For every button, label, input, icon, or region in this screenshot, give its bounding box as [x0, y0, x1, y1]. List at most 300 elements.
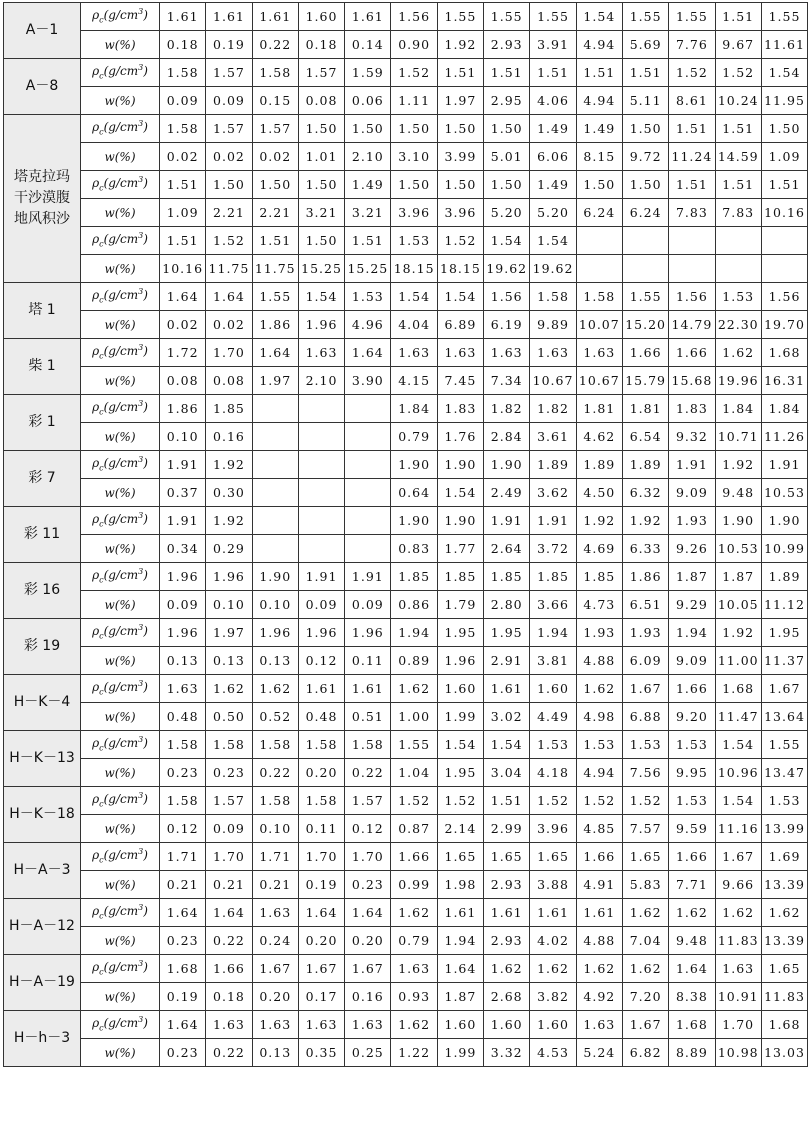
- table-cell: 1.65: [437, 843, 483, 871]
- table-cell: 1.57: [206, 787, 252, 815]
- table-cell: 1.96: [252, 619, 298, 647]
- table-cell: [576, 227, 622, 255]
- density-label-part: (g/cm: [103, 288, 139, 303]
- table-cell: 0.22: [206, 1039, 252, 1067]
- density-label-part: (g/cm: [103, 736, 139, 751]
- moisture-label: w(%): [81, 815, 160, 843]
- table-cell: 1.51: [437, 59, 483, 87]
- table-cell: [715, 255, 761, 283]
- table-cell: 1.61: [160, 3, 206, 31]
- table-cell: 0.35: [298, 1039, 344, 1067]
- density-label-part: ρ: [92, 960, 100, 975]
- sample-name: H－K－13: [4, 731, 81, 787]
- table-cell: 11.00: [715, 647, 761, 675]
- density-label-part: 3: [138, 7, 144, 17]
- table-cell: 1.50: [437, 171, 483, 199]
- density-label-part: ρ: [92, 232, 100, 247]
- table-cell: 1.58: [252, 787, 298, 815]
- table-cell: [298, 535, 344, 563]
- table-cell: 19.70: [761, 311, 807, 339]
- moisture-label: w(%): [81, 311, 160, 339]
- sample-name: H－A－19: [4, 955, 81, 1011]
- table-cell: 1.09: [761, 143, 807, 171]
- table-cell: 1.50: [298, 171, 344, 199]
- table-cell: 2.80: [484, 591, 530, 619]
- table-cell: 3.61: [530, 423, 576, 451]
- table-cell: 1.87: [437, 983, 483, 1011]
- table-cell: 1.60: [437, 675, 483, 703]
- table-cell: 1.61: [345, 675, 391, 703]
- table-cell: 0.09: [298, 591, 344, 619]
- density-label-part: ρ: [92, 1016, 100, 1031]
- density-label: [81, 451, 160, 479]
- table-cell: 11.83: [761, 983, 807, 1011]
- table-cell: 1.91: [298, 563, 344, 591]
- table-cell: 1.53: [391, 227, 437, 255]
- table-cell: 3.82: [530, 983, 576, 1011]
- table-cell: 1.72: [160, 339, 206, 367]
- table-cell: 9.09: [669, 479, 715, 507]
- table-cell: 1.53: [345, 283, 391, 311]
- density-label-part: c: [99, 911, 104, 921]
- table-cell: 7.83: [715, 199, 761, 227]
- table-cell: 0.22: [252, 31, 298, 59]
- table-cell: 1.85: [206, 395, 252, 423]
- table-cell: 1.62: [715, 339, 761, 367]
- table-cell: 1.52: [622, 787, 668, 815]
- table-cell: 2.93: [484, 927, 530, 955]
- table-cell: 1.86: [252, 311, 298, 339]
- density-label-part: ): [143, 288, 148, 303]
- table-cell: 1.64: [160, 1011, 206, 1039]
- table-cell: 1.64: [345, 339, 391, 367]
- sample-name: 柴 1: [4, 339, 81, 395]
- table-cell: 1.53: [530, 731, 576, 759]
- table-cell: 1.68: [160, 955, 206, 983]
- density-label-part: 3: [138, 903, 144, 913]
- table-cell: 1.50: [622, 115, 668, 143]
- table-cell: 1.57: [345, 787, 391, 815]
- table-cell: 1.70: [206, 843, 252, 871]
- table-cell: 1.94: [530, 619, 576, 647]
- table-row: [4, 983, 808, 1011]
- density-label-part: ρ: [92, 736, 100, 751]
- table-row: [4, 87, 808, 115]
- table-cell: 1.66: [391, 843, 437, 871]
- table-cell: 9.89: [530, 311, 576, 339]
- table-row: [4, 871, 808, 899]
- table-cell: [345, 507, 391, 535]
- density-label: [81, 3, 160, 31]
- table-cell: 22.30: [715, 311, 761, 339]
- table-cell: 4.49: [530, 703, 576, 731]
- table-row: [4, 1039, 808, 1067]
- table-cell: 9.20: [669, 703, 715, 731]
- table-cell: 1.61: [206, 3, 252, 31]
- table-cell: 2.91: [484, 647, 530, 675]
- table-cell: [622, 227, 668, 255]
- table-cell: 1.60: [530, 1011, 576, 1039]
- table-row: [4, 367, 808, 395]
- table-cell: 0.19: [160, 983, 206, 1011]
- table-cell: [252, 423, 298, 451]
- table-cell: 0.08: [298, 87, 344, 115]
- moisture-label: w(%): [81, 871, 160, 899]
- table-cell: 1.61: [484, 675, 530, 703]
- table-cell: 5.69: [622, 31, 668, 59]
- density-label-part: 3: [138, 1015, 144, 1025]
- table-cell: 1.52: [391, 787, 437, 815]
- density-label-part: ): [143, 680, 148, 695]
- table-cell: 1.52: [206, 227, 252, 255]
- table-cell: 6.54: [622, 423, 668, 451]
- table-cell: 5.11: [622, 87, 668, 115]
- table-cell: 1.58: [206, 731, 252, 759]
- density-label-part: (g/cm: [103, 512, 139, 527]
- table-cell: 1.53: [761, 787, 807, 815]
- table-cell: 1.63: [437, 339, 483, 367]
- density-label-part: c: [99, 407, 104, 417]
- table-cell: 1.95: [761, 619, 807, 647]
- table-cell: 10.96: [715, 759, 761, 787]
- table-cell: 8.61: [669, 87, 715, 115]
- density-label-part: 3: [138, 511, 144, 521]
- density-label-part: ): [143, 64, 148, 79]
- table-cell: 0.12: [160, 815, 206, 843]
- table-cell: 13.47: [761, 759, 807, 787]
- table-cell: 1.97: [437, 87, 483, 115]
- table-cell: 1.85: [576, 563, 622, 591]
- table-cell: 1.55: [252, 283, 298, 311]
- density-label-part: (g/cm: [103, 792, 139, 807]
- density-label-part: ): [143, 960, 148, 975]
- table-cell: [345, 423, 391, 451]
- table-cell: 0.52: [252, 703, 298, 731]
- moisture-label: w(%): [81, 1039, 160, 1067]
- table-cell: 1.89: [622, 451, 668, 479]
- table-cell: 0.09: [206, 815, 252, 843]
- table-cell: 1.62: [715, 899, 761, 927]
- density-label-part: (g/cm: [103, 904, 139, 919]
- table-cell: 1.67: [622, 675, 668, 703]
- table-cell: 1.54: [761, 59, 807, 87]
- table-cell: 1.55: [622, 3, 668, 31]
- sample-name: 塔 1: [4, 283, 81, 339]
- table-cell: 6.24: [622, 199, 668, 227]
- table-cell: 1.63: [298, 339, 344, 367]
- table-cell: 1.94: [391, 619, 437, 647]
- table-cell: 1.62: [391, 899, 437, 927]
- table-cell: 0.13: [252, 1039, 298, 1067]
- table-cell: 3.96: [391, 199, 437, 227]
- table-row: [4, 3, 808, 31]
- density-label: [81, 339, 160, 367]
- table-cell: 1.58: [252, 731, 298, 759]
- table-cell: 1.60: [530, 675, 576, 703]
- table-cell: 1.55: [437, 3, 483, 31]
- density-label-part: ): [143, 400, 148, 415]
- table-cell: 11.61: [761, 31, 807, 59]
- table-cell: 2.10: [345, 143, 391, 171]
- density-label: [81, 675, 160, 703]
- density-label-part: ρ: [92, 792, 100, 807]
- table-row: [4, 731, 808, 759]
- table-cell: 1.67: [622, 1011, 668, 1039]
- density-label-part: c: [99, 15, 104, 25]
- table-cell: 4.50: [576, 479, 622, 507]
- table-cell: 0.51: [345, 703, 391, 731]
- table-cell: 1.50: [391, 171, 437, 199]
- table-cell: 1.51: [345, 227, 391, 255]
- density-label: [81, 227, 160, 255]
- table-cell: 1.61: [530, 899, 576, 927]
- table-cell: 1.71: [160, 843, 206, 871]
- table-cell: 7.34: [484, 367, 530, 395]
- table-cell: 1.87: [715, 563, 761, 591]
- table-cell: 1.64: [206, 899, 252, 927]
- density-label-part: ): [143, 568, 148, 583]
- table-cell: 1.62: [530, 955, 576, 983]
- table-cell: 1.99: [437, 703, 483, 731]
- table-cell: 1.52: [391, 59, 437, 87]
- table-cell: 1.92: [206, 507, 252, 535]
- table-cell: 0.25: [345, 1039, 391, 1067]
- table-cell: 11.24: [669, 143, 715, 171]
- table-cell: 1.51: [576, 59, 622, 87]
- table-cell: 1.62: [576, 675, 622, 703]
- table-cell: 7.83: [669, 199, 715, 227]
- density-label-part: (g/cm: [103, 960, 139, 975]
- table-cell: 4.91: [576, 871, 622, 899]
- sample-name: H－A－12: [4, 899, 81, 955]
- density-label-part: (g/cm: [103, 568, 139, 583]
- moisture-label: w(%): [81, 927, 160, 955]
- table-cell: 4.04: [391, 311, 437, 339]
- moisture-label: w(%): [81, 199, 160, 227]
- table-cell: 1.54: [576, 3, 622, 31]
- table-cell: 1.91: [530, 507, 576, 535]
- table-cell: 5.20: [530, 199, 576, 227]
- table-row: [4, 143, 808, 171]
- table-cell: 1.99: [437, 1039, 483, 1067]
- table-cell: 1.86: [160, 395, 206, 423]
- table-cell: 6.06: [530, 143, 576, 171]
- table-cell: 1.62: [761, 899, 807, 927]
- table-cell: 2.95: [484, 87, 530, 115]
- table-cell: 1.11: [391, 87, 437, 115]
- table-cell: 1.91: [761, 451, 807, 479]
- table-row: [4, 199, 808, 227]
- table-cell: 0.02: [252, 143, 298, 171]
- table-cell: 1.92: [206, 451, 252, 479]
- table-cell: 1.82: [530, 395, 576, 423]
- table-cell: 1.84: [761, 395, 807, 423]
- table-cell: 1.66: [206, 955, 252, 983]
- table-cell: 1.95: [437, 619, 483, 647]
- table-cell: 13.99: [761, 815, 807, 843]
- table-cell: 1.85: [530, 563, 576, 591]
- sample-name: A－1: [4, 3, 81, 59]
- density-label: [81, 283, 160, 311]
- table-cell: 1.50: [345, 115, 391, 143]
- density-label-part: 3: [138, 175, 144, 185]
- density-label-part: 3: [138, 735, 144, 745]
- table-cell: 1.58: [530, 283, 576, 311]
- table-cell: 1.90: [715, 507, 761, 535]
- sample-name: A－8: [4, 59, 81, 115]
- table-cell: 1.04: [391, 759, 437, 787]
- table-cell: [576, 255, 622, 283]
- table-cell: 4.15: [391, 367, 437, 395]
- table-cell: 0.23: [160, 759, 206, 787]
- table-cell: 1.51: [669, 171, 715, 199]
- table-cell: 0.12: [298, 647, 344, 675]
- table-cell: 0.10: [252, 591, 298, 619]
- density-label-part: ρ: [92, 512, 100, 527]
- table-cell: 3.96: [437, 199, 483, 227]
- density-label-part: (g/cm: [103, 624, 139, 639]
- table-cell: 0.50: [206, 703, 252, 731]
- table-cell: 1.55: [484, 3, 530, 31]
- table-cell: 1.58: [160, 787, 206, 815]
- table-cell: 0.48: [160, 703, 206, 731]
- table-cell: 1.92: [437, 31, 483, 59]
- density-label-part: c: [99, 743, 104, 753]
- table-cell: 1.60: [484, 1011, 530, 1039]
- table-cell: 0.86: [391, 591, 437, 619]
- table-cell: 0.20: [298, 927, 344, 955]
- table-row: [4, 843, 808, 871]
- table-row: [4, 703, 808, 731]
- table-cell: 1.54: [484, 227, 530, 255]
- table-cell: 3.32: [484, 1039, 530, 1067]
- density-label-part: ρ: [92, 400, 100, 415]
- table-cell: 15.25: [298, 255, 344, 283]
- table-cell: 1.64: [345, 899, 391, 927]
- table-cell: 1.91: [484, 507, 530, 535]
- table-cell: 0.23: [160, 927, 206, 955]
- moisture-label: w(%): [81, 535, 160, 563]
- table-cell: 11.16: [715, 815, 761, 843]
- table-cell: 8.15: [576, 143, 622, 171]
- table-cell: 1.57: [252, 115, 298, 143]
- table-cell: 1.81: [622, 395, 668, 423]
- sample-name: 彩 16: [4, 563, 81, 619]
- table-cell: 1.59: [345, 59, 391, 87]
- table-cell: 1.62: [206, 675, 252, 703]
- table-cell: 0.89: [391, 647, 437, 675]
- table-cell: 1.61: [576, 899, 622, 927]
- table-cell: 1.94: [669, 619, 715, 647]
- table-cell: 1.66: [669, 843, 715, 871]
- table-cell: 1.63: [576, 1011, 622, 1039]
- table-row: [4, 311, 808, 339]
- table-cell: 1.67: [715, 843, 761, 871]
- table-cell: [669, 227, 715, 255]
- table-cell: 3.91: [530, 31, 576, 59]
- table-row: [4, 535, 808, 563]
- moisture-label: w(%): [81, 759, 160, 787]
- table-cell: 1.52: [715, 59, 761, 87]
- density-label-part: 3: [138, 119, 144, 129]
- density-label-part: ): [143, 232, 148, 247]
- density-label-part: 3: [138, 231, 144, 241]
- table-cell: 1.77: [437, 535, 483, 563]
- table-cell: [298, 423, 344, 451]
- table-cell: 1.67: [345, 955, 391, 983]
- density-label-part: ρ: [92, 848, 100, 863]
- table-cell: 1.58: [252, 59, 298, 87]
- table-cell: 1.84: [715, 395, 761, 423]
- table-cell: 1.54: [530, 227, 576, 255]
- table-cell: 2.64: [484, 535, 530, 563]
- table-cell: 10.91: [715, 983, 761, 1011]
- table-cell: 10.53: [715, 535, 761, 563]
- density-label: [81, 899, 160, 927]
- table-cell: 11.75: [252, 255, 298, 283]
- table-cell: 1.82: [484, 395, 530, 423]
- table-cell: 1.92: [622, 507, 668, 535]
- density-label-part: (g/cm: [103, 680, 139, 695]
- density-label: [81, 171, 160, 199]
- table-cell: 0.12: [345, 815, 391, 843]
- table-cell: 4.88: [576, 927, 622, 955]
- density-label-part: ): [143, 176, 148, 191]
- density-moisture-table: [3, 2, 808, 1067]
- table-cell: 0.02: [206, 143, 252, 171]
- table-cell: 3.81: [530, 647, 576, 675]
- table-cell: 1.76: [437, 423, 483, 451]
- table-cell: 1.56: [669, 283, 715, 311]
- table-row: [4, 759, 808, 787]
- table-cell: 1.60: [437, 1011, 483, 1039]
- table-cell: 1.61: [484, 899, 530, 927]
- density-label-part: c: [99, 183, 104, 193]
- table-cell: 1.58: [160, 115, 206, 143]
- density-label-part: 3: [138, 791, 144, 801]
- table-cell: 10.05: [715, 591, 761, 619]
- table-cell: 0.22: [345, 759, 391, 787]
- table-cell: 1.90: [437, 507, 483, 535]
- table-cell: 0.21: [252, 871, 298, 899]
- table-cell: 0.83: [391, 535, 437, 563]
- table-cell: 3.21: [298, 199, 344, 227]
- table-cell: 1.79: [437, 591, 483, 619]
- table-cell: 6.09: [622, 647, 668, 675]
- table-cell: 1.68: [669, 1011, 715, 1039]
- table-cell: 1.55: [669, 3, 715, 31]
- table-cell: 6.82: [622, 1039, 668, 1067]
- density-label-part: (g/cm: [103, 400, 139, 415]
- moisture-label: w(%): [81, 255, 160, 283]
- table-cell: 1.51: [715, 171, 761, 199]
- table-cell: 1.63: [252, 1011, 298, 1039]
- table-cell: 1.49: [530, 171, 576, 199]
- table-cell: 0.79: [391, 927, 437, 955]
- table-cell: 9.72: [622, 143, 668, 171]
- table-cell: 1.70: [345, 843, 391, 871]
- table-cell: 1.85: [484, 563, 530, 591]
- table-cell: 10.07: [576, 311, 622, 339]
- table-cell: 1.51: [669, 115, 715, 143]
- table-cell: 3.99: [437, 143, 483, 171]
- table-cell: 1.90: [761, 507, 807, 535]
- density-label: [81, 619, 160, 647]
- density-label-part: ): [143, 120, 148, 135]
- table-cell: 14.59: [715, 143, 761, 171]
- table-cell: 1.63: [576, 339, 622, 367]
- density-label-part: ρ: [92, 288, 100, 303]
